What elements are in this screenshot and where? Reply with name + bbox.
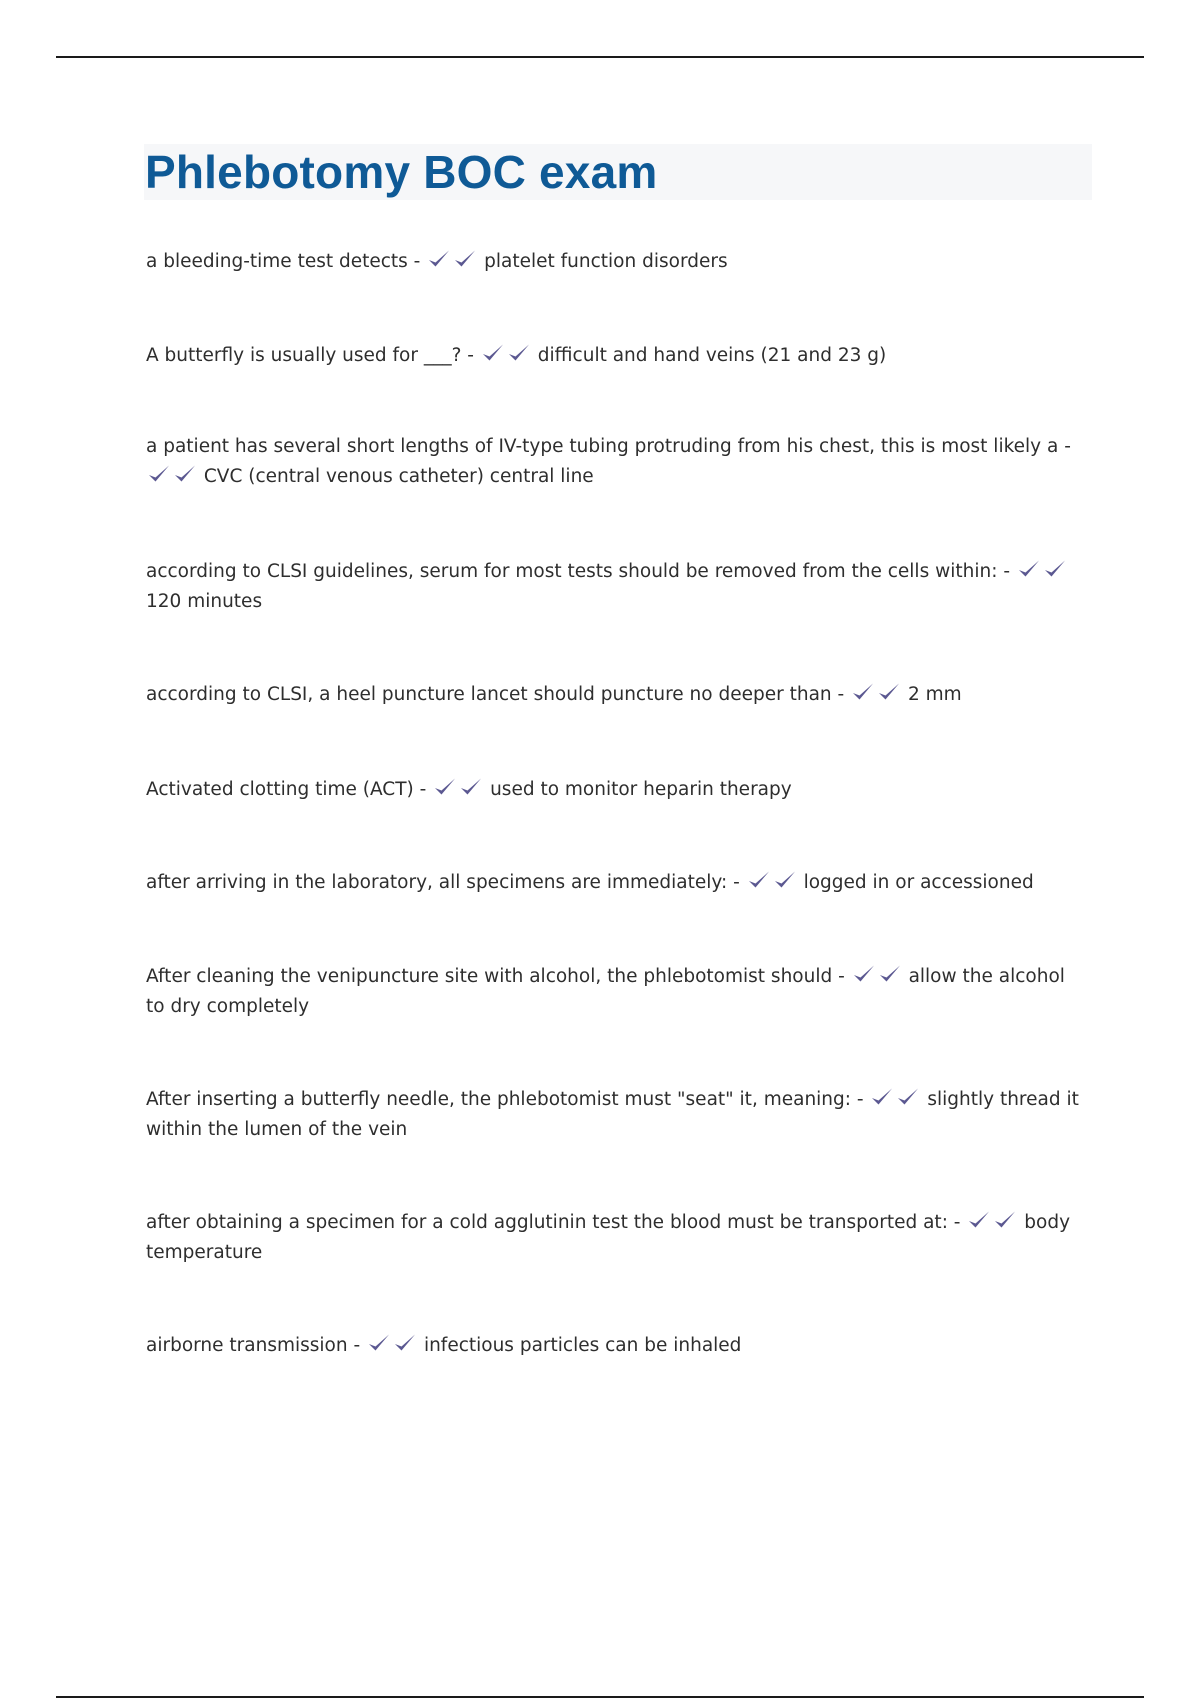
check-icon [747, 869, 771, 891]
answer-text: 120 minutes [146, 591, 263, 612]
check-icon [967, 1209, 991, 1231]
answer-text: difficult and hand veins (21 and 23 g) [537, 345, 887, 366]
question-text: according to CLSI guidelines, serum for most tests should be removed from the cells within: - [146, 561, 1010, 582]
check-icon [877, 681, 901, 703]
question-text: Activated clotting time (ACT) - [146, 779, 427, 800]
qa-item [146, 247, 1086, 277]
check-icon [896, 1086, 920, 1108]
answer-text: 2 mm [907, 684, 962, 705]
qa-item [146, 962, 1086, 1022]
question-text: After cleaning the venipuncture site with alcohol, the phlebotomist should - [146, 966, 845, 987]
check-icon [427, 248, 451, 270]
answer-text: infectious particles can be inhaled [423, 1335, 742, 1356]
answer-text: allow the alcohol to dry completely [146, 966, 1065, 1017]
qa-item [146, 1085, 1086, 1145]
footer-rule [56, 1696, 1144, 1698]
qa-item [146, 1208, 1086, 1268]
qa-item [146, 557, 1086, 617]
answer-text: body temperature [146, 1212, 1071, 1263]
qa-item [146, 1331, 1086, 1361]
question-text: after obtaining a specimen for a cold agglutinin test the blood must be transported at: - [146, 1212, 961, 1233]
check-icon [173, 463, 197, 485]
check-icon [870, 1086, 894, 1108]
answer-text: used to monitor heparin therapy [490, 779, 792, 800]
check-icon [393, 1332, 417, 1354]
check-icon [993, 1209, 1017, 1231]
answer-text: CVC (central venous catheter) central line [203, 466, 594, 487]
question-text: a bleeding-time test detects - [146, 251, 421, 272]
question-text: after arriving in the laboratory, all specimens are immediately: - [146, 872, 740, 893]
check-icon [851, 681, 875, 703]
answer-text: platelet function disorders [484, 251, 728, 272]
qa-item [146, 341, 1086, 371]
check-icon [773, 869, 797, 891]
question-text: After inserting a butterfly needle, the phlebotomist must "seat" it, meaning: - [146, 1089, 864, 1110]
check-icon [481, 342, 505, 364]
answer-text: logged in or accessioned [803, 872, 1034, 893]
question-text: airborne transmission - [146, 1335, 361, 1356]
qa-item [146, 868, 1086, 898]
answer-text: slightly thread it within the lumen of the vein [146, 1089, 1079, 1140]
check-icon [852, 963, 876, 985]
check-icon [453, 248, 477, 270]
check-icon [433, 776, 457, 798]
check-icon [878, 963, 902, 985]
page-title: Phlebotomy BOC exam [145, 146, 658, 198]
check-icon [507, 342, 531, 364]
qa-item [146, 432, 1086, 492]
check-icon [147, 463, 171, 485]
check-icon [367, 1332, 391, 1354]
question-text: according to CLSI, a heel puncture lancet should puncture no deeper than - [146, 684, 845, 705]
check-icon [1043, 558, 1067, 580]
qa-item [146, 775, 1086, 805]
question-text: a patient has several short lengths of IV-type tubing protruding from his chest, this is most likely a - [146, 436, 1071, 457]
header-rule [56, 56, 1144, 58]
check-icon [1017, 558, 1041, 580]
question-text: A butterfly is usually used for ___? - [146, 345, 474, 366]
qa-item [146, 680, 1086, 710]
check-icon [459, 776, 483, 798]
